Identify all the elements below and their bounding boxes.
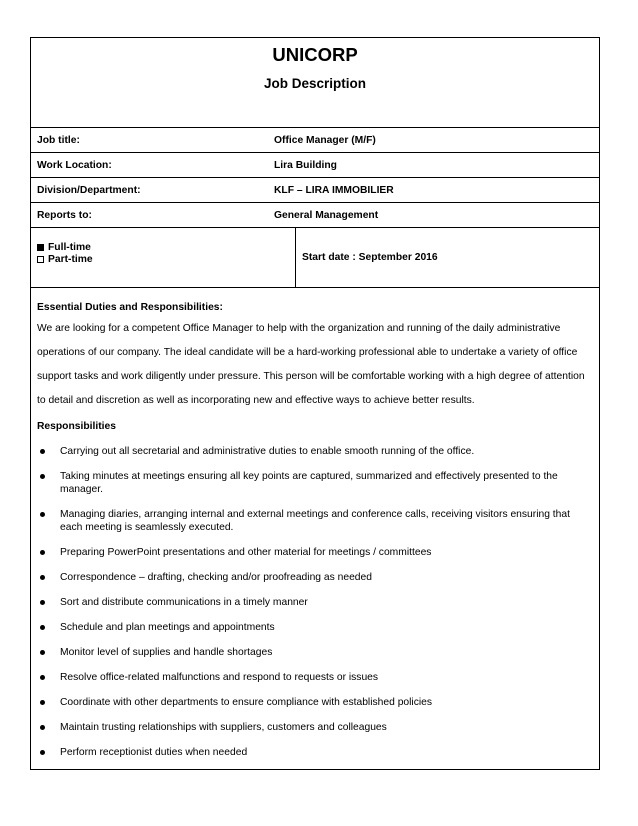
list-item-text: Maintain trusting relationships with suppliers, customers and colleagues — [60, 722, 387, 733]
bullet-icon — [40, 725, 45, 730]
bullet-icon — [40, 474, 45, 479]
bullet-icon — [40, 575, 45, 580]
bullet-icon — [40, 449, 45, 454]
bullet-icon — [40, 675, 45, 680]
option-label: Part-time — [48, 253, 93, 265]
list-item-text: Resolve office-related malfunctions and respond to requests or issues — [60, 672, 379, 683]
field-row-reports-to — [31, 203, 599, 228]
bullet-icon — [40, 550, 45, 555]
list-item — [37, 508, 593, 534]
option-full-time — [37, 241, 295, 253]
bullet-icon — [40, 750, 45, 755]
bullet-icon — [40, 625, 45, 630]
list-item-text: Taking minutes at meetings ensuring all key points are captured, summarized and effectively presented to the — [60, 471, 558, 482]
list-item — [37, 571, 593, 584]
responsibilities-heading: Responsibilities — [37, 421, 116, 432]
list-item-text: Managing diaries, arranging internal and external meetings and conference calls, receiving visitors ensuring that — [60, 509, 570, 520]
duties-line: support tasks and work diligently under pressure. This person will be comfortable working with a high degree of attention — [37, 371, 585, 382]
job-description-page — [30, 37, 600, 770]
field-label: Work Location: — [37, 159, 112, 171]
field-label: Division/Department: — [37, 184, 141, 196]
list-item-text: Coordinate with other departments to ensure compliance with established policies — [60, 697, 433, 708]
unchecked-box-icon — [37, 256, 44, 263]
list-item-text: Sort and distribute communications in a timely manner — [60, 597, 308, 608]
option-part-time — [37, 253, 295, 265]
duties-line: We are looking for a competent Office Manager to help with the organization and running of the daily administrative — [37, 323, 561, 334]
bullet-icon — [40, 600, 45, 605]
list-item-text: each meeting is seamlessly executed. — [60, 522, 234, 533]
list-item — [37, 621, 593, 634]
employment-row — [31, 228, 599, 288]
field-row-division — [31, 178, 599, 203]
field-label: Job title: — [37, 134, 80, 146]
field-value: Office Manager (M/F) — [274, 134, 376, 146]
list-item-text: manager. — [60, 484, 103, 495]
duties-heading: Essential Duties and Responsibilities: — [37, 302, 223, 313]
field-label: Reports to: — [37, 209, 92, 221]
list-item — [37, 696, 593, 709]
list-item — [37, 671, 593, 684]
bullet-icon — [40, 700, 45, 705]
duties-line: operations of our company. The ideal candidate will be a hard-working professional able to undertake a variety of office — [37, 347, 578, 358]
checked-box-icon — [37, 244, 44, 251]
document-title: Job Description — [263, 76, 366, 91]
field-value: General Management — [274, 209, 379, 221]
list-item-text: Preparing PowerPoint presentations and other material for meetings / committees — [60, 547, 432, 558]
option-label: Full-time — [48, 241, 91, 253]
list-item — [37, 746, 593, 759]
list-item — [37, 546, 593, 559]
responsibilities-list — [37, 445, 593, 759]
duties-paragraph — [37, 317, 593, 413]
list-item — [37, 445, 593, 458]
document-header — [31, 38, 599, 128]
field-row-work-location — [31, 153, 599, 178]
bullet-icon — [40, 650, 45, 655]
bullet-icon — [40, 512, 45, 517]
list-item-text: Perform receptionist duties when needed — [60, 747, 248, 758]
list-item — [37, 721, 593, 734]
company-name: UNICORP — [272, 44, 358, 65]
document-body — [31, 301, 599, 759]
list-item-text: Schedule and plan meetings and appointments — [60, 622, 275, 633]
employment-type-options — [31, 228, 296, 287]
start-date: Start date : September 2016 — [302, 252, 438, 263]
list-item-text: Carrying out all secretarial and administrative duties to enable smooth running of the office. — [60, 446, 475, 457]
field-value: KLF – LIRA IMMOBILIER — [274, 184, 394, 196]
list-item — [37, 596, 593, 609]
duties-line: to detail and discretion as well as incorporating new and effective ways to achieve better results. — [37, 395, 475, 406]
list-item-text: Monitor level of supplies and handle shortages — [60, 647, 273, 658]
list-item-text: Correspondence – drafting, checking and/or proofreading as needed — [60, 572, 372, 583]
field-row-job-title — [31, 128, 599, 153]
list-item — [37, 470, 593, 496]
list-item — [37, 646, 593, 659]
field-value: Lira Building — [274, 159, 337, 171]
